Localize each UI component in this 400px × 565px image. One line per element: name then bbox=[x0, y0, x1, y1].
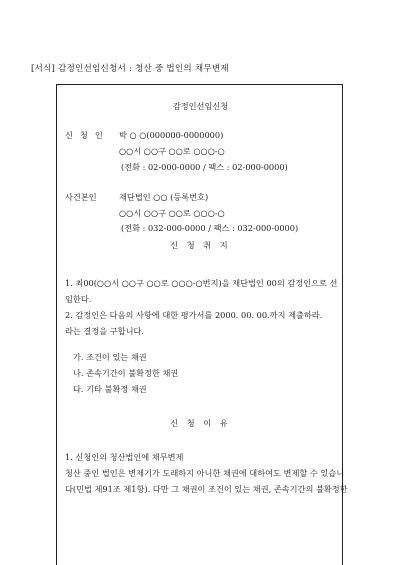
principal-name: 재단법인 ○○ (등록번호) bbox=[119, 192, 209, 202]
principal-address: ○○시 ○○구 ○○로 ○○○-○ bbox=[119, 208, 225, 218]
principal-label: 사건본인 bbox=[65, 192, 97, 202]
purpose-heading: 신 청 취 지 bbox=[170, 240, 231, 250]
form-title: 감정인선임신청 bbox=[172, 101, 229, 111]
principal-contact: (전화 : 032-000-0000 / 팩스 : 032-000-0000) bbox=[121, 223, 299, 233]
purpose-line: 1. 최00(○○시 ○○구 ○○로 ○○○-○번지)을 재단법인 00의 감정인으로 선 bbox=[65, 278, 338, 288]
applicant-contact: (전화 : 02-000-0000 / 팩스 : 02-000-0000) bbox=[121, 162, 288, 172]
form-caption: [서식] 감정인선임신청서 : 청산 중 법인의 채무변제 bbox=[31, 64, 229, 74]
purpose-item: 다. 기타 불확정 채권 bbox=[73, 384, 147, 394]
reasons-line: 청산 중인 법인은 변제기가 도래하지 아니한 채권에 대하여도 변제할 수 있습니 bbox=[65, 468, 345, 478]
applicant-address: ○○시 ○○구 ○○로 ○○○-○ bbox=[119, 146, 225, 156]
applicant-name: 박 ○ ○(000000-0000000) bbox=[119, 130, 224, 140]
purpose-line: 2. 감정인은 다음의 사항에 대한 평가서를 2000. 00. 00.까지 제출하라. bbox=[65, 310, 323, 320]
purpose-line: 임한다. bbox=[65, 294, 92, 304]
reasons-heading: 신 청 이 유 bbox=[170, 418, 231, 428]
reasons-line: 다(민법 제91조 제1항). 다만 그 채권이 조건이 있는 채권, 존속기간의 불확정한 bbox=[65, 484, 348, 494]
reasons-line: 1. 신청인의 청산법인에 채무변제 bbox=[65, 452, 184, 462]
form-box bbox=[56, 84, 348, 565]
applicant-label: 신 청 인 bbox=[65, 130, 105, 140]
purpose-line: 라는 결정을 구합니다. bbox=[65, 326, 144, 336]
purpose-item: 나. 존속기간이 불확정한 채권 bbox=[73, 368, 179, 378]
purpose-item: 가. 조건이 있는 채권 bbox=[73, 352, 147, 362]
